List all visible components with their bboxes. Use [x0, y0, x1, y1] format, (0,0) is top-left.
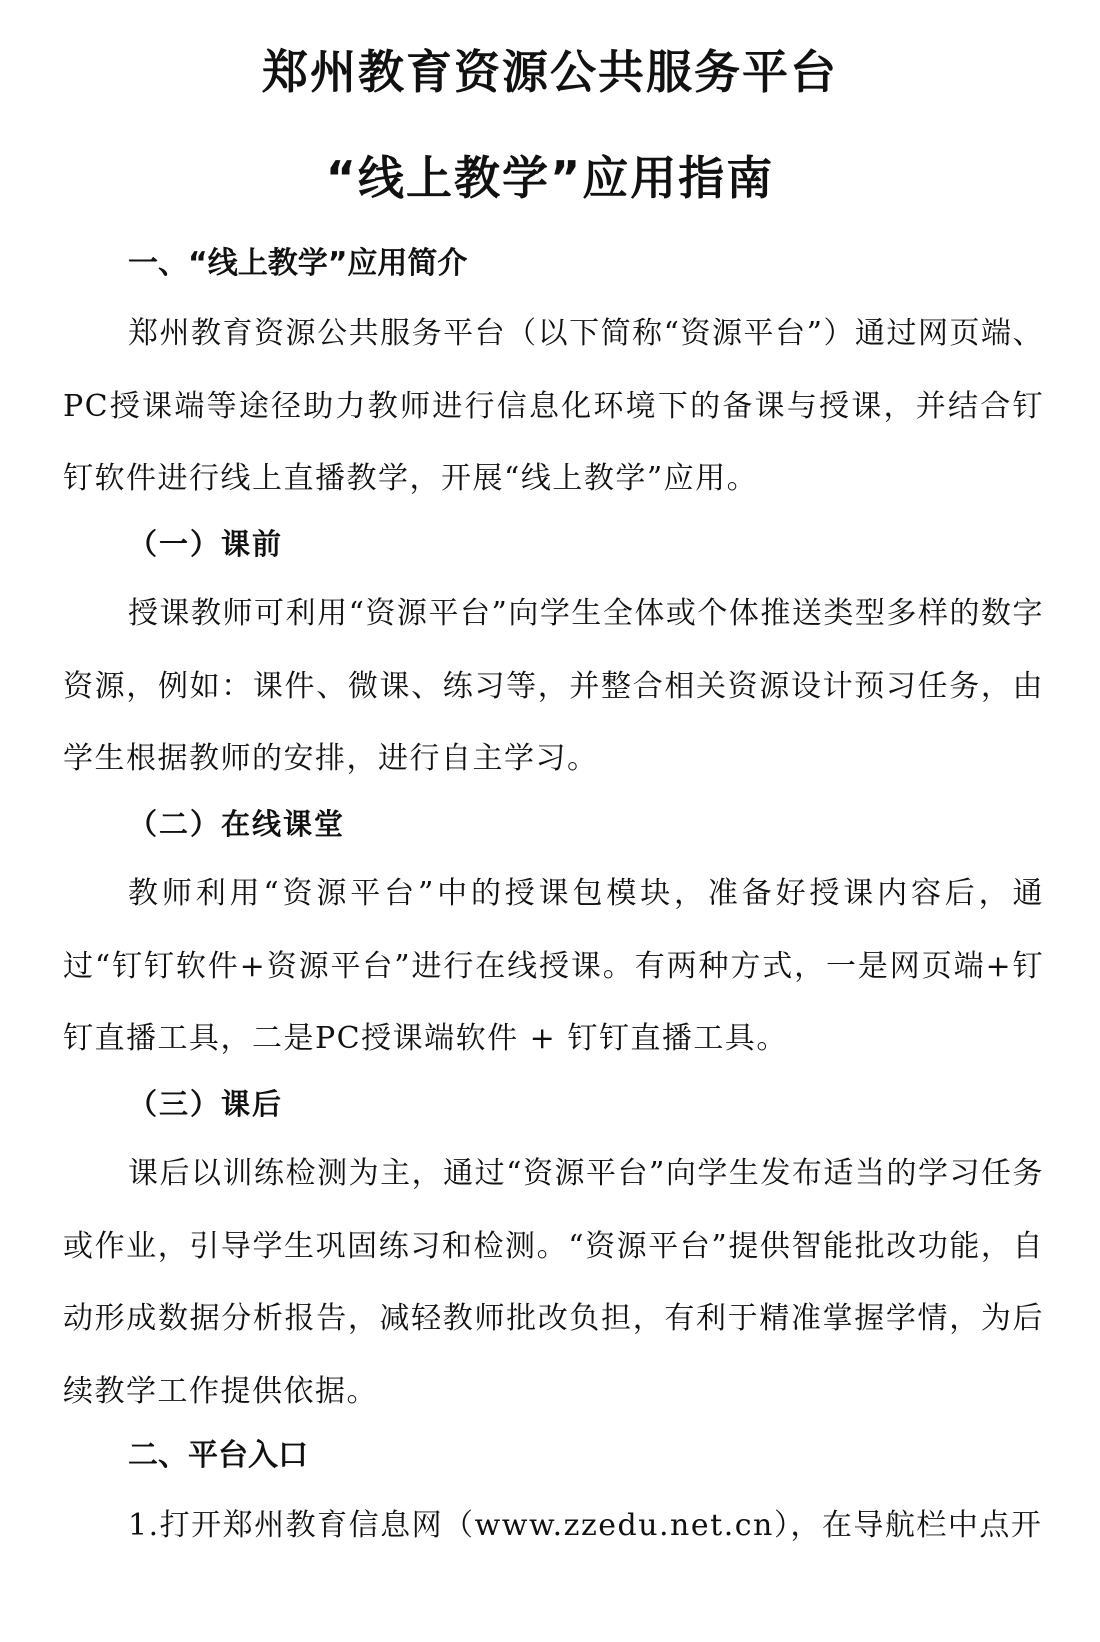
section-1-intro-paragraph: 郑州教育资源公共服务平台（以下简称“资源平台”）通过网页端、PC授课端等途径助力教师进行信息化环境下的备课与授课，并结合钉钉软件进行线上直播教学，开展“线上教学”应用。 — [63, 316, 1044, 496]
subsection-before-class-heading: （一）课前 — [128, 527, 284, 561]
document-title-line1: 郑州教育资源公共服务平台 — [262, 45, 838, 99]
subsection-before-class-paragraph: 授课教师可利用“资源平台”向学生全体或个体推送类型多样的数字资源，例如：课件、微课、练习等，并整合相关资源设计预习任务，由学生根据教师的安排，进行自主学习。 — [63, 596, 1044, 776]
section-2-heading: 二、平台入口 — [128, 1438, 308, 1473]
subsection-after-class-paragraph: 课后以训练检测为主，通过“资源平台”向学生发布适当的学习任务或作业，引导学生巩固练习和检测。“资源平台”提供智能批改功能，自动形成数据分析报告，减轻教师批改负担，有利于精准掌握学情，为后续教学工作提供依据。 — [63, 1156, 1044, 1409]
section-2-step-1-paragraph: 1.打开郑州教育信息网（www.zzedu.net.cn），在导航栏中点开 — [128, 1508, 1043, 1543]
subsection-after-class-heading: （三）课后 — [128, 1087, 284, 1121]
document-title-line2: “线上教学”应用指南 — [325, 151, 775, 205]
section-1-heading: 一、“线上教学”应用简介 — [128, 246, 468, 281]
subsection-online-class-paragraph: 教师利用“资源平台”中的授课包模块，准备好授课内容后，通过“钉钉软件+资源平台”进行在线授课。有两种方式，一是网页端+钉钉直播工具，二是PC授课端软件 + 钉钉直播工具。 — [63, 876, 1044, 1056]
subsection-online-class-heading: （二）在线课堂 — [128, 807, 346, 841]
